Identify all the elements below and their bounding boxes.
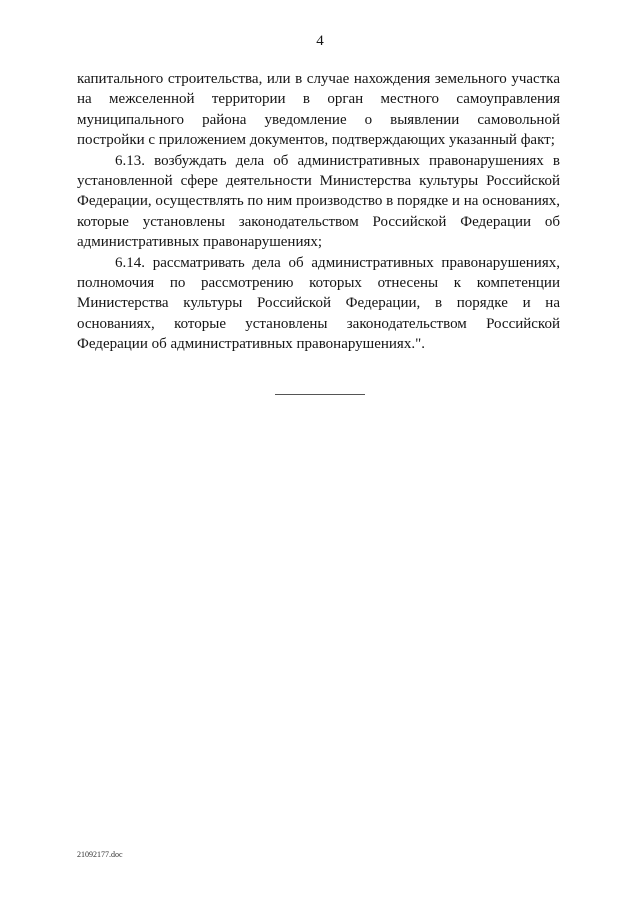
paragraph-continuation: капитального строительства, или в случае нахождения земельного участка на межселенной территории в орган местного самоуправления муниципального района уведомление о выявлении самовольной постройки с приложением документов, подтверждающих указанный факт; xyxy=(77,71,560,149)
footer-filename: 21092177.doc xyxy=(77,850,123,859)
end-divider-line xyxy=(275,394,365,395)
paragraph-6-14: 6.14. рассматривать дела об административных правонарушениях, полномочия по рассмотрению которых отнесены к компетенции Министерства культуры Российской Федерации, в порядке и на основаниях, которые установлены законодательством Российской Федерации об административных правонарушениях.". xyxy=(77,254,560,353)
page-number: 4 xyxy=(316,33,324,49)
paragraph-6-13: 6.13. возбуждать дела об административных правонарушениях в установленной сфере деятельности Министерства культуры Российской Федерации, осуществлять по ним производство в порядке и на основаниях, которые установлены законодательством Российской Федерации об административных правонарушениях; xyxy=(77,152,560,251)
document-body xyxy=(77,69,560,355)
